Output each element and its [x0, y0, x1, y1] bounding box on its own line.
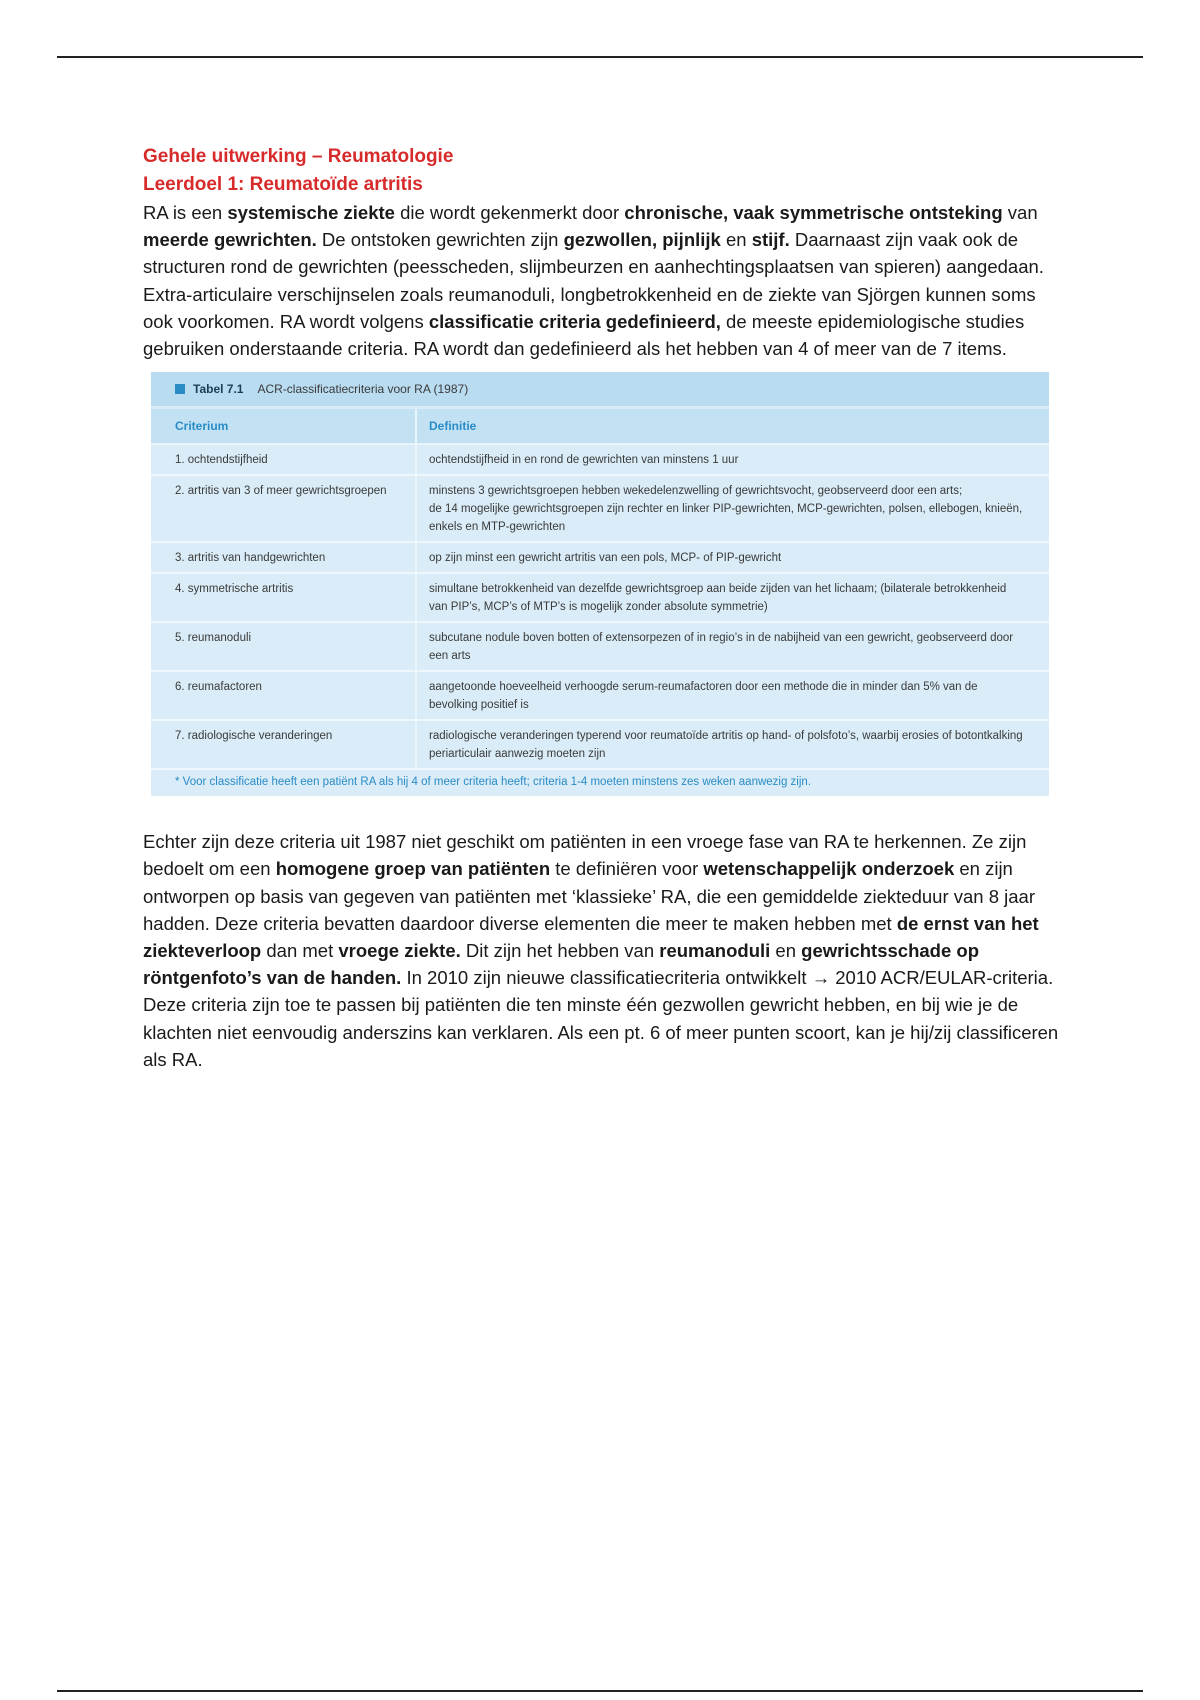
text-segment: De ontstoken gewrichten zijn — [316, 229, 564, 251]
table-row — [151, 721, 1049, 770]
definitie-text-extra: de 14 mogelijke gewrichtsgroepen zijn rechter en linker PIP-gewrichten, MCP-gewrichten, polsen, ellebogen, knieën, enkels en MTP-gewrichten — [429, 503, 1023, 534]
definitie-cell — [417, 623, 1049, 670]
bold-text: meerde gewrichten. — [143, 229, 317, 251]
table-caption — [151, 372, 1049, 406]
text-segment: In 2010 zijn nieuwe classificatiecriteria ontwikkelt → 2010 ACR/EULAR-criteria. Deze criteria zijn toe te passen bij patiënten die ten minste één gezwollen gewricht hebben, en bij wie je de klachten niet eenvoudig anderszins kan verklaren. Als een pt. 6 of meer punten scoort, kan je hij/zij classificeren als RA. — [143, 967, 1059, 1070]
document-title: Gehele uitwerking – Reumatologie — [143, 146, 454, 167]
table-row — [151, 543, 1049, 574]
criterium-cell: 6. reumafactoren — [151, 672, 417, 719]
acr-criteria-table — [151, 372, 1049, 796]
bold-text: gezwollen, pijnlijk — [563, 229, 721, 251]
criterium-cell: 3. artritis van handgewrichten — [151, 543, 417, 572]
definitie-cell — [417, 543, 1049, 572]
criterium-cell: 4. symmetrische artritis — [151, 574, 417, 621]
bold-text: stijf. — [751, 229, 790, 251]
definitie-text: subcutane nodule boven botten of extensorpezen of in regio’s in de nabijheid van een gewricht, geobserveerd door een arts — [429, 632, 1014, 663]
text-segment: en — [720, 229, 752, 251]
definitie-cell — [417, 445, 1049, 474]
table-row — [151, 445, 1049, 476]
definitie-text: simultane betrokkenheid van dezelfde gewrichtsgroep aan beide zijden van het lichaam; (bilaterale betrokkenheid van PIP’s, MCP’s of MTP’s is mogelijk zonder absolute symmetrie) — [429, 583, 1007, 614]
text-segment: die wordt gekenmerkt door — [394, 202, 625, 223]
header-rule — [57, 56, 1143, 58]
document-content — [143, 143, 1063, 1073]
table-header — [151, 409, 1049, 445]
bold-text: reumanoduli — [659, 940, 771, 962]
bold-text: de ernst van het ziekteverloop — [143, 912, 1039, 962]
text-segment: Daarnaast zijn vaak ook de structuren rond de gewrichten (peesscheden, slijmbeurzen en aanhechtingsplaatsen van spieren) aangedaan. Extra-articulaire verschijnselen zoals reumanoduli, longbetrokkenheid en de ziekte van Sjörgen kunnen soms ook voorkomen. RA wordt volgens — [143, 229, 1044, 332]
definitie-text: minstens 3 gewrichtsgroepen hebben wekedelenzwelling of gewrichtsvocht, geobserveerd door een arts; — [429, 485, 963, 498]
table-row — [151, 623, 1049, 672]
text-segment: en zijn ontworpen op basis van gegeven van patiënten met ‘klassieke’ RA, die een gemiddelde ziekteduur van 8 jaar hadden. Deze criteria bevatten daardoor diverse elementen die meer te maken hebben met — [143, 858, 1035, 934]
definitie-text: op zijn minst een gewricht artritis van een pols, MCP- of PIP-gewricht — [429, 552, 782, 565]
footer-rule — [57, 1690, 1143, 1692]
bold-text: systemische ziekte — [227, 202, 395, 223]
bold-text: wetenschappelijk onderzoek — [703, 858, 955, 880]
criterium-cell: 5. reumanoduli — [151, 623, 417, 670]
criterium-cell: 1. ochtendstijfheid — [151, 445, 417, 474]
definitie-cell — [417, 574, 1049, 621]
bold-text: vroege ziekte. — [338, 940, 461, 962]
bold-text: homogene groep van patiënten — [275, 858, 551, 880]
text-segment: RA is een — [143, 202, 228, 223]
table-title: ACR-classificatiecriteria voor RA (1987) — [257, 382, 469, 397]
text-segment: de meeste epidemiologische studies gebruiken onderstaande criteria. RA wordt dan gedefinieerd als het hebben van 4 of meer van de 7 items. — [143, 310, 1025, 360]
text-segment: Echter zijn deze criteria uit 1987 niet geschikt om patiënten in een vroege fase van RA te herkennen. Ze zijn bedoelt om een — [143, 831, 1027, 880]
followup-paragraph — [143, 828, 1063, 1073]
text-segment: Dit zijn het hebben van — [460, 940, 660, 962]
bold-text: classificatie criteria gedefinieerd, — [428, 310, 721, 332]
text-segment: dan met — [261, 940, 339, 962]
bold-text: gewrichtsschade op röntgenfoto’s van de handen. — [143, 940, 979, 989]
table-row — [151, 672, 1049, 721]
bold-text: chronische, vaak symmetrische ontsteking — [624, 202, 1003, 223]
table-footnote: * Voor classificatie heeft een patiënt RA als hij 4 of meer criteria heeft; criteria 1-4 moeten minstens zes weken aanwezig zijn. — [175, 776, 812, 789]
criterium-cell: 2. artritis van 3 of meer gewrichtsgroepen — [151, 476, 417, 541]
definitie-text: ochtendstijfheid in en rond de gewrichten van minstens 1 uur — [429, 454, 739, 467]
section-heading: Leerdoel 1: Reumatoïde artritis — [143, 174, 423, 195]
text-segment: van — [1002, 202, 1038, 223]
table-row — [151, 574, 1049, 623]
table-body — [151, 445, 1049, 770]
definitie-cell — [417, 672, 1049, 719]
criterium-cell: 7. radiologische veranderingen — [151, 721, 417, 768]
definitie-cell — [417, 476, 1049, 541]
column-header-criterium: Criterium — [151, 409, 417, 443]
text-segment: en — [770, 940, 802, 962]
square-bullet-icon — [175, 384, 185, 394]
definitie-cell — [417, 721, 1049, 768]
table-row — [151, 476, 1049, 543]
intro-paragraph — [143, 199, 1063, 362]
column-header-definitie: Definitie — [429, 419, 477, 434]
table-number: Tabel 7.1 — [193, 382, 244, 397]
definitie-text: radiologische veranderingen typerend voor reumatoïde artritis op hand- of polsfoto’s, waarbij erosies of botontkalking periarticulair aanwezig moeten zijn — [429, 730, 1023, 761]
text-segment: te definiëren voor — [550, 858, 704, 880]
definitie-text: aangetoonde hoeveelheid verhoogde serum-reumafactoren door een methode die in minder dan 5% van de bevolking positief is — [429, 681, 978, 712]
